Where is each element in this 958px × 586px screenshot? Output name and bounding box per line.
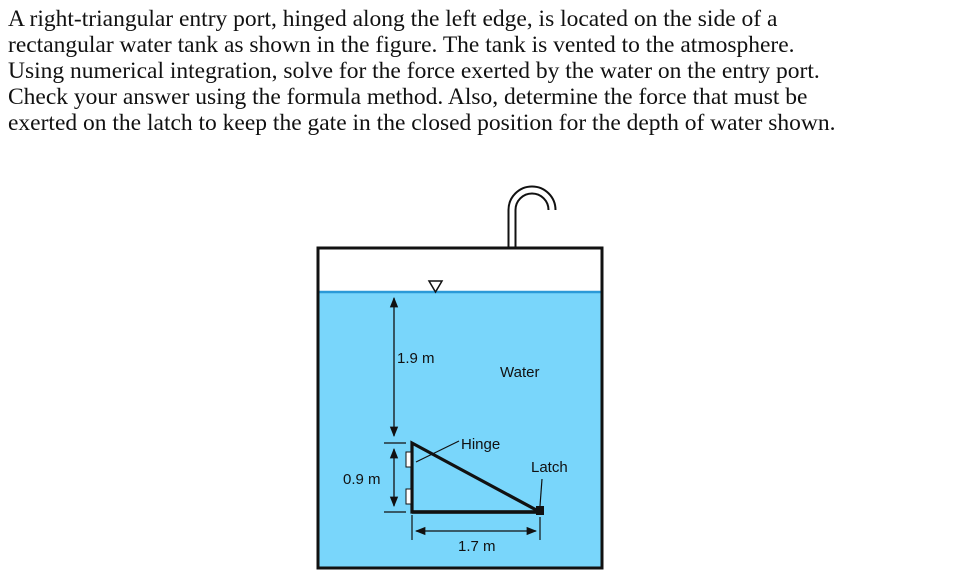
problem-line-2: rectangular water tank as shown in the figure. The tank is vented to the atmosphere. bbox=[8, 32, 795, 58]
hinge-knuckle-bottom bbox=[406, 489, 411, 504]
water-label: Water bbox=[500, 364, 540, 381]
depth-label: 1.9 m bbox=[397, 350, 435, 367]
height-label: 0.9 m bbox=[343, 471, 381, 488]
tank-water bbox=[318, 292, 602, 568]
latch-label: Latch bbox=[531, 459, 568, 476]
latch-block bbox=[536, 506, 544, 515]
problem-line-1: A right-triangular entry port, hinged along the left edge, is located on the side of a bbox=[8, 6, 778, 32]
problem-line-5: exerted on the latch to keep the gate in the closed position for the depth of water shown. bbox=[8, 110, 836, 136]
width-label: 1.7 m bbox=[458, 538, 496, 555]
vent-pipe-inner bbox=[512, 190, 552, 248]
problem-line-4: Check your answer using the formula method. Also, determine the force that must be bbox=[8, 84, 808, 110]
tank-air-space bbox=[318, 248, 602, 292]
hinge-label: Hinge bbox=[461, 436, 501, 453]
hinge-knuckle-top bbox=[406, 452, 411, 467]
problem-line-3: Using numerical integration, solve for the force exerted by the water on the entry port. bbox=[8, 58, 820, 84]
